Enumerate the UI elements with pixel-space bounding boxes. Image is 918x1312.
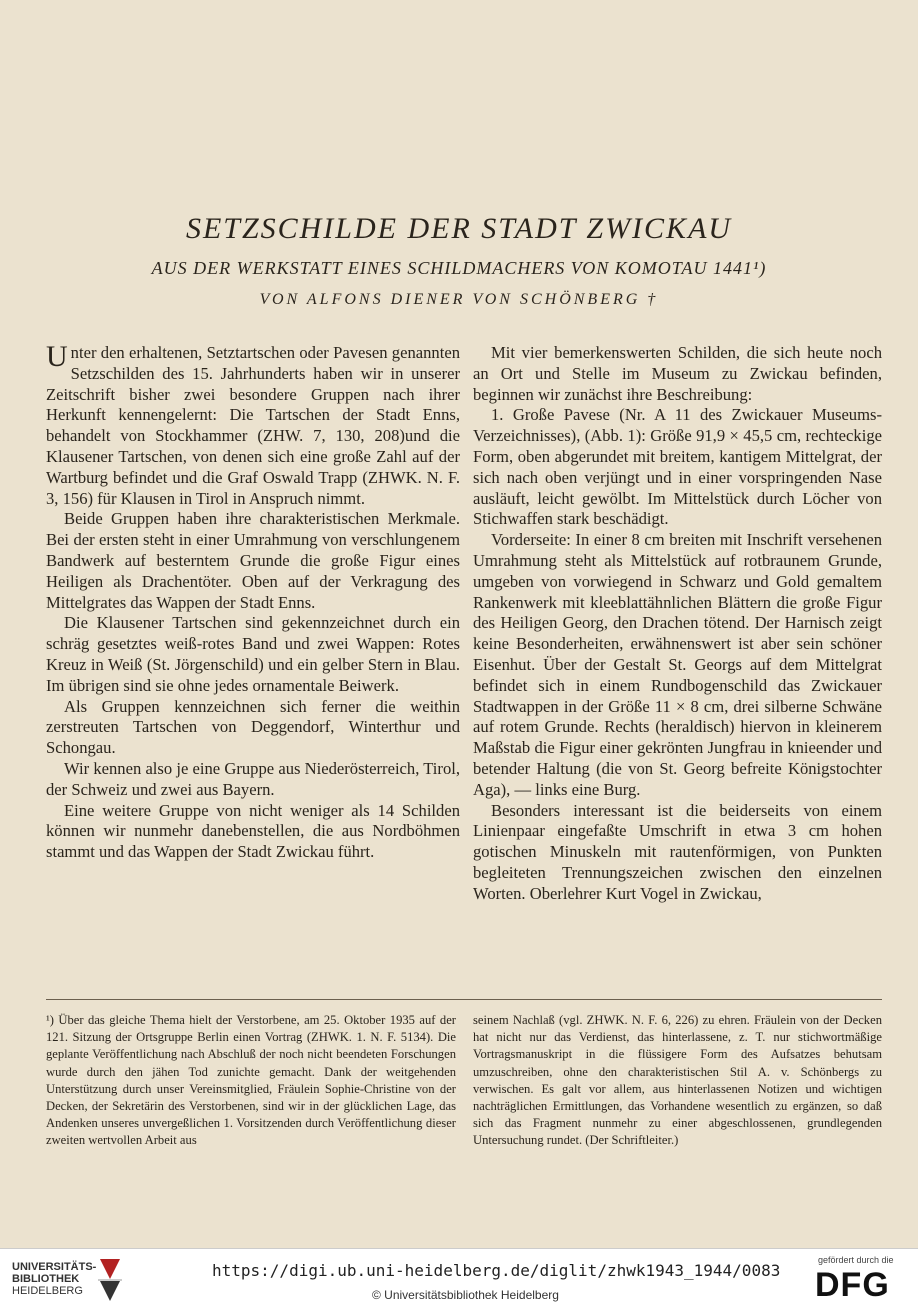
funding-note: gefördert durch die [818, 1255, 894, 1265]
drop-cap: U [46, 340, 68, 373]
library-crest-icon [96, 1257, 124, 1303]
paragraph [46, 340, 460, 509]
permalink-link[interactable]: https://digi.ub.uni-heidelberg.de/diglit/zhwk1943_1944/0083 [212, 1261, 781, 1280]
footnote-text: ¹) Über das gleiche Thema hielt der Verstorbene, am 25. Oktober 1935 auf der 121. Sitzung der Ortsgruppe Berlin einen Vortrag (ZHWK. 1. N. F. 5134). Die geplante Veröffentlichung nach Abschluß der noch nicht beendeten Forschungen wurde durch den jähen Tod zunichte gemacht. Dank der weitgehenden Unterstützung durch unser Vereinsmitglied, Fräulein Sophie-Christine von der Decken, der Sekretärin des Verstorbenen, sind wir in der glücklichen Lage, das Andenken unseres unvergeßlichen 1. Vorsitzenden durch Veröffentlichung dieser zweiten wertvollen Arbeit aus [46, 1013, 456, 1148]
article-title: SETZSCHILDE DER STADT ZWICKAU [185, 212, 733, 245]
paragraph: Beide Gruppen haben ihre charakteristischen Merkmale. Bei der ersten steht in einer Umrahmung von verschlungenem Bandwerk auf besterntem Grunde die große Figur eines Heiligen als Drachentöter. Oben auf der Verkragung des Mittelgrates das Wappen der Stadt Enns. [46, 509, 460, 612]
footnote-right [473, 1012, 882, 1150]
paragraph: Vorderseite: In einer 8 cm breiten mit Inschrift versehenen Umrahmung steht als Mittelstück auf rotbraunem Grunde, umgeben von vorwiegend in Schwarz und Gold gemaltem Rankenwerk mit kleeblattähnlichen Blättern die große Figur des Heiligen Georg, den Drachen tötend. Der Harnisch zeigt keine Besonderheiten, erwähnenswert ist aber sein schöner Eisenhut. Über der Gestalt St. Georgs auf dem Mittelgrat befindet sich in einem Rundbogenschild das Zwickauer Stadtwappen in der Größe 11 × 8 cm, drei silberne Schwäne auf rotem Grunde. Rechts (heraldisch) hiervon in kleinerem Maßstab die Figur einer gekrönten Jungfrau in knieender und betender Haltung (die von St. Georg befreite Königstochter Aga), — links eine Burg. [473, 530, 882, 799]
footnote-text: seinem Nachlaß (vgl. ZHWK. N. F. 6, 226) zu ehren. Fräulein von der Decken hat nicht nur das Verdienst, das hinterlassene, z. T. nur stichwortmäßige Vortragsmanuskript in die flüssigere Form des Aufsatzes behutsam umzuschreiben, ohne den charakteristischen Stil A. v. Schönbergs zu verwischen. Es galt vor allem, aus hinterlassenen Notizen und wichtigen nachträglichen Ermittlungen, das Vorhandene wesentlich zu ergänzen, so daß sich das Fragment nunmehr zu einer abgeschlossenen, grundlegenden Untersuchung rundet. (Der Schriftleiter.) [473, 1013, 882, 1148]
viewer-footer [0, 1248, 918, 1312]
library-logo[interactable] [12, 1261, 96, 1297]
article-subtitle: AUS DER WERKSTATT EINES SCHILDMACHERS VON KOMOTAU 1441¹) [151, 258, 767, 278]
paragraph: Mit vier bemerkenswerten Schilden, die sich heute noch an Ort und Stelle im Museum zu Zwickau befinden, beginnen wir zunächst ihre Beschreibung: [473, 343, 882, 404]
left-column [46, 340, 460, 863]
paragraph: Die Klausener Tartschen sind gekennzeichnet durch ein schräg gesetztes weiß-rotes Band und zwei Wappen: Rotes Kreuz in Weiß (St. Jörgenschild) und ein gelber Stern in Blau. Im übrigen sind sie ohne jedes ornamentale Beiwerk. [46, 613, 460, 695]
paragraph: 1. Große Pavese (Nr. A 11 des Zwickauer Museums-Verzeichnisses), (Abb. 1): Größe 91,9 × 45,5 cm, rechteckige Form, oben abgerundet mit breitem, kantigem Mittelgrat, der sich nach oben verjüngt und in einer vorspringenden Nase ausläuft, leicht gewölbt. Im Mittelstück durch Löcher von Stichwaffen stark beschädigt. [473, 405, 882, 529]
footnote-divider [46, 999, 882, 1000]
paragraph: Wir kennen also je eine Gruppe aus Niederösterreich, Tirol, der Schweiz und zwei aus Bayern. [46, 758, 460, 799]
dfg-logo[interactable]: DFG [815, 1266, 890, 1304]
library-logo-line: UNIVERSITÄTS- [12, 1261, 97, 1273]
library-logo-line: HEIDELBERG [12, 1285, 83, 1297]
right-column [473, 343, 882, 905]
paragraph-text: nter den erhaltenen, Setztartschen oder Pavesen genannten Setzschilden des 15. Jahrhunderts haben wir in unserer Zeitschrift bisher zwei besondere Gruppen nach ihrer Herkunft kennengelernt: Die Tartschen der Stadt Enns, behandelt von Stockhammer (ZHW. 7, 130, 208)und die Klausener Tartschen, von denen sich eine große Zahl auf der Wartburg befindet und die Graf Oswald Trapp (ZHWK. N. F. 3, 156) für Klausen in Tirol in Anspruch nimmt. [46, 343, 460, 508]
footnote-left [46, 1012, 456, 1150]
copyright-notice: © Universitätsbibliothek Heidelberg [372, 1288, 559, 1302]
article-author: VON ALFONS DIENER VON SCHÖNBERG † [259, 291, 659, 308]
paragraph: Besonders interessant ist die beiderseits von einem Linienpaar eingefaßte Umschrift in etwa 3 cm hohen gotischen Minuskeln mit rautenförmigen, von Punkten begleiteten Trennungszeichen zwischen den einzelnen Worten. Oberlehrer Kurt Vogel in Zwickau, [473, 800, 882, 903]
paragraph: Als Gruppen kennzeichnen sich ferner die weithin zerstreuten Tartschen von Deggendorf, Winterthur und Schongau. [46, 696, 460, 758]
library-logo-line: BIBLIOTHEK [12, 1273, 80, 1285]
paragraph: Eine weitere Gruppe von nicht weniger als 14 Schilden können wir nunmehr danebenstellen, die aus Nordböhmen stammt und das Wappen der Stadt Zwickau führt. [46, 800, 460, 862]
